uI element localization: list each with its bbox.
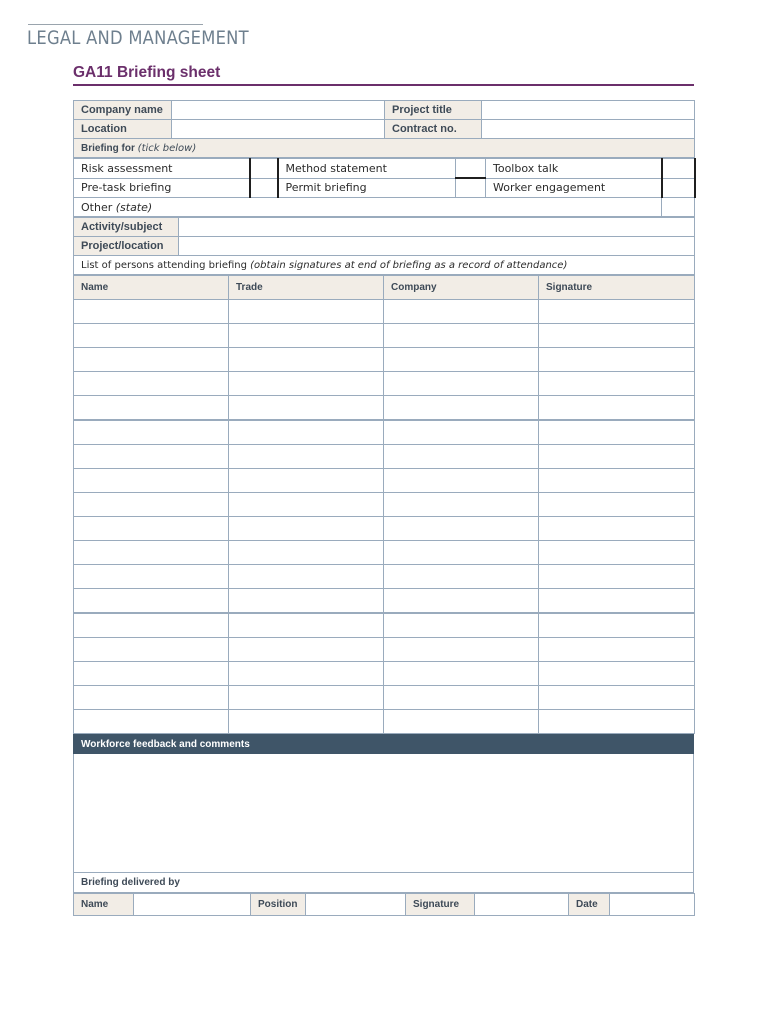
attendee-trade-cell[interactable] — [229, 589, 384, 614]
contract-no-field[interactable] — [482, 120, 695, 139]
attendee-trade-cell[interactable] — [229, 493, 384, 517]
table-row — [74, 324, 695, 348]
attendee-name-cell[interactable] — [74, 396, 229, 421]
attendee-company-cell[interactable] — [384, 613, 539, 638]
attendee-trade-cell[interactable] — [229, 565, 384, 589]
attendee-name-cell[interactable] — [74, 710, 229, 734]
table-row — [74, 686, 695, 710]
attendee-signature-cell[interactable] — [539, 541, 695, 565]
attendee-trade-cell[interactable] — [229, 613, 384, 638]
briefing-form — [73, 100, 694, 916]
attendee-signature-cell[interactable] — [539, 348, 695, 372]
table-row — [74, 420, 695, 445]
delivered-position-label: Position — [251, 894, 306, 916]
location-label: Location — [74, 120, 172, 139]
checkbox-worker-engagement[interactable] — [662, 178, 695, 198]
attendee-company-cell[interactable] — [384, 517, 539, 541]
attendee-signature-cell[interactable] — [539, 517, 695, 541]
company-name-label: Company name — [74, 101, 172, 120]
checkbox-method-statement[interactable] — [456, 159, 486, 179]
table-row — [74, 589, 695, 614]
project-location-label: Project/location — [74, 237, 179, 256]
attendee-name-cell[interactable] — [74, 300, 229, 324]
attendee-signature-cell[interactable] — [539, 420, 695, 445]
attendee-trade-cell[interactable] — [229, 662, 384, 686]
attendee-signature-cell[interactable] — [539, 396, 695, 421]
attendance-rows — [74, 300, 695, 734]
attendee-company-cell[interactable] — [384, 662, 539, 686]
header-rule — [28, 24, 203, 25]
attendee-company-cell[interactable] — [384, 638, 539, 662]
column-header-trade: Trade — [229, 276, 384, 300]
attendee-name-cell[interactable] — [74, 541, 229, 565]
attendee-company-cell[interactable] — [384, 300, 539, 324]
briefing-for-hint: (tick below) — [137, 142, 197, 154]
page-title: GA11 Briefing sheet — [73, 64, 221, 81]
attendee-name-cell[interactable] — [74, 589, 229, 614]
delivered-name-label: Name — [74, 894, 134, 916]
feedback-header: Workforce feedback and comments — [74, 735, 694, 754]
attendee-name-cell[interactable] — [74, 324, 229, 348]
table-row — [74, 565, 695, 589]
attendee-company-cell[interactable] — [384, 493, 539, 517]
option-worker-engagement: Worker engagement — [486, 178, 662, 198]
attendance-table — [73, 275, 695, 734]
activity-subject-label: Activity/subject — [74, 218, 179, 237]
other-hint: (state) — [115, 200, 153, 214]
column-header-company: Company — [384, 276, 539, 300]
delivered-signature-field[interactable] — [475, 894, 569, 916]
project-title-label: Project title — [385, 101, 482, 120]
attendee-signature-cell[interactable] — [539, 324, 695, 348]
delivered-date-field[interactable] — [610, 894, 695, 916]
attendee-company-cell[interactable] — [384, 445, 539, 469]
delivered-signature-label: Signature — [406, 894, 475, 916]
option-pre-task-briefing: Pre-task briefing — [74, 178, 250, 198]
table-row — [74, 396, 695, 421]
section-header: LEGAL AND MANAGEMENT — [27, 27, 249, 49]
briefing-options-table — [73, 158, 696, 217]
details-table — [73, 100, 695, 158]
attendee-signature-cell[interactable] — [539, 613, 695, 638]
project-title-field[interactable] — [482, 101, 695, 120]
attendee-company-cell[interactable] — [384, 324, 539, 348]
attendee-company-cell[interactable] — [384, 541, 539, 565]
attendee-trade-cell[interactable] — [229, 541, 384, 565]
activity-subject-field[interactable] — [179, 218, 695, 237]
attendee-name-cell[interactable] — [74, 348, 229, 372]
attendee-trade-cell[interactable] — [229, 324, 384, 348]
option-method-statement: Method statement — [278, 159, 456, 179]
attendee-company-cell[interactable] — [384, 396, 539, 421]
attendee-signature-cell[interactable] — [539, 372, 695, 396]
checkbox-permit-briefing[interactable] — [456, 178, 486, 198]
attendee-name-cell[interactable] — [74, 662, 229, 686]
attendee-company-cell[interactable] — [384, 589, 539, 614]
attendee-name-cell[interactable] — [74, 517, 229, 541]
attendee-trade-cell[interactable] — [229, 638, 384, 662]
checkbox-toolbox-talk[interactable] — [662, 159, 695, 179]
table-row — [74, 300, 695, 324]
attendee-trade-cell[interactable] — [229, 372, 384, 396]
column-header-signature: Signature — [539, 276, 695, 300]
other-label: Other — [81, 200, 113, 214]
option-other — [74, 198, 662, 217]
activity-table — [73, 217, 695, 275]
attendee-name-cell[interactable] — [74, 613, 229, 638]
table-row — [74, 613, 695, 638]
project-location-field[interactable] — [179, 237, 695, 256]
attendee-company-cell[interactable] — [384, 469, 539, 493]
attendee-name-cell[interactable] — [74, 493, 229, 517]
checkbox-pre-task-briefing[interactable] — [250, 178, 278, 198]
attendance-intro-hint: (obtain signatures at end of briefing as a record of attendance) — [250, 259, 568, 271]
feedback-table — [73, 734, 694, 893]
attendee-name-cell[interactable] — [74, 686, 229, 710]
attendee-name-cell[interactable] — [74, 445, 229, 469]
checkbox-risk-assessment[interactable] — [250, 159, 278, 179]
contract-no-label: Contract no. — [385, 120, 482, 139]
attendee-signature-cell[interactable] — [539, 710, 695, 734]
attendee-name-cell[interactable] — [74, 565, 229, 589]
attendee-trade-cell[interactable] — [229, 396, 384, 421]
table-row — [74, 493, 695, 517]
attendee-signature-cell[interactable] — [539, 638, 695, 662]
table-row — [74, 517, 695, 541]
checkbox-other[interactable] — [662, 198, 695, 217]
table-row — [74, 348, 695, 372]
attendee-signature-cell[interactable] — [539, 565, 695, 589]
column-header-name: Name — [74, 276, 229, 300]
table-row — [74, 445, 695, 469]
company-name-field[interactable] — [172, 101, 385, 120]
attendance-intro — [74, 256, 695, 275]
table-row — [74, 541, 695, 565]
table-row — [74, 662, 695, 686]
attendee-signature-cell[interactable] — [539, 662, 695, 686]
attendee-signature-cell[interactable] — [539, 445, 695, 469]
option-permit-briefing: Permit briefing — [278, 178, 456, 198]
attendee-trade-cell[interactable] — [229, 445, 384, 469]
attendee-trade-cell[interactable] — [229, 348, 384, 372]
table-row — [74, 469, 695, 493]
attendee-trade-cell[interactable] — [229, 517, 384, 541]
delivered-position-field[interactable] — [306, 894, 406, 916]
attendee-trade-cell[interactable] — [229, 686, 384, 710]
attendee-signature-cell[interactable] — [539, 300, 695, 324]
briefing-delivered-by-label: Briefing delivered by — [74, 873, 694, 893]
attendee-company-cell[interactable] — [384, 686, 539, 710]
attendee-signature-cell[interactable] — [539, 493, 695, 517]
briefing-for-label — [74, 139, 695, 158]
title-underline — [73, 84, 694, 86]
attendee-signature-cell[interactable] — [539, 589, 695, 614]
table-row — [74, 638, 695, 662]
attendee-company-cell[interactable] — [384, 348, 539, 372]
attendee-signature-cell[interactable] — [539, 469, 695, 493]
attendee-name-cell[interactable] — [74, 372, 229, 396]
attendee-signature-cell[interactable] — [539, 686, 695, 710]
option-toolbox-talk: Toolbox talk — [486, 159, 662, 179]
delivered-name-field[interactable] — [134, 894, 251, 916]
table-row — [74, 710, 695, 734]
option-risk-assessment: Risk assessment — [74, 159, 250, 179]
attendee-trade-cell[interactable] — [229, 710, 384, 734]
attendee-company-cell[interactable] — [384, 710, 539, 734]
attendee-company-cell[interactable] — [384, 565, 539, 589]
attendee-trade-cell[interactable] — [229, 420, 384, 445]
attendee-company-cell[interactable] — [384, 420, 539, 445]
attendee-name-cell[interactable] — [74, 638, 229, 662]
feedback-comments-field[interactable] — [74, 754, 694, 873]
briefing-for-text: Briefing for — [81, 142, 135, 154]
location-field[interactable] — [172, 120, 385, 139]
delivered-by-table — [73, 893, 695, 916]
attendance-intro-text: List of persons attending briefing — [81, 259, 247, 271]
attendee-name-cell[interactable] — [74, 469, 229, 493]
attendee-trade-cell[interactable] — [229, 469, 384, 493]
delivered-date-label: Date — [569, 894, 610, 916]
attendee-name-cell[interactable] — [74, 420, 229, 445]
table-row — [74, 372, 695, 396]
attendee-company-cell[interactable] — [384, 372, 539, 396]
attendee-trade-cell[interactable] — [229, 300, 384, 324]
